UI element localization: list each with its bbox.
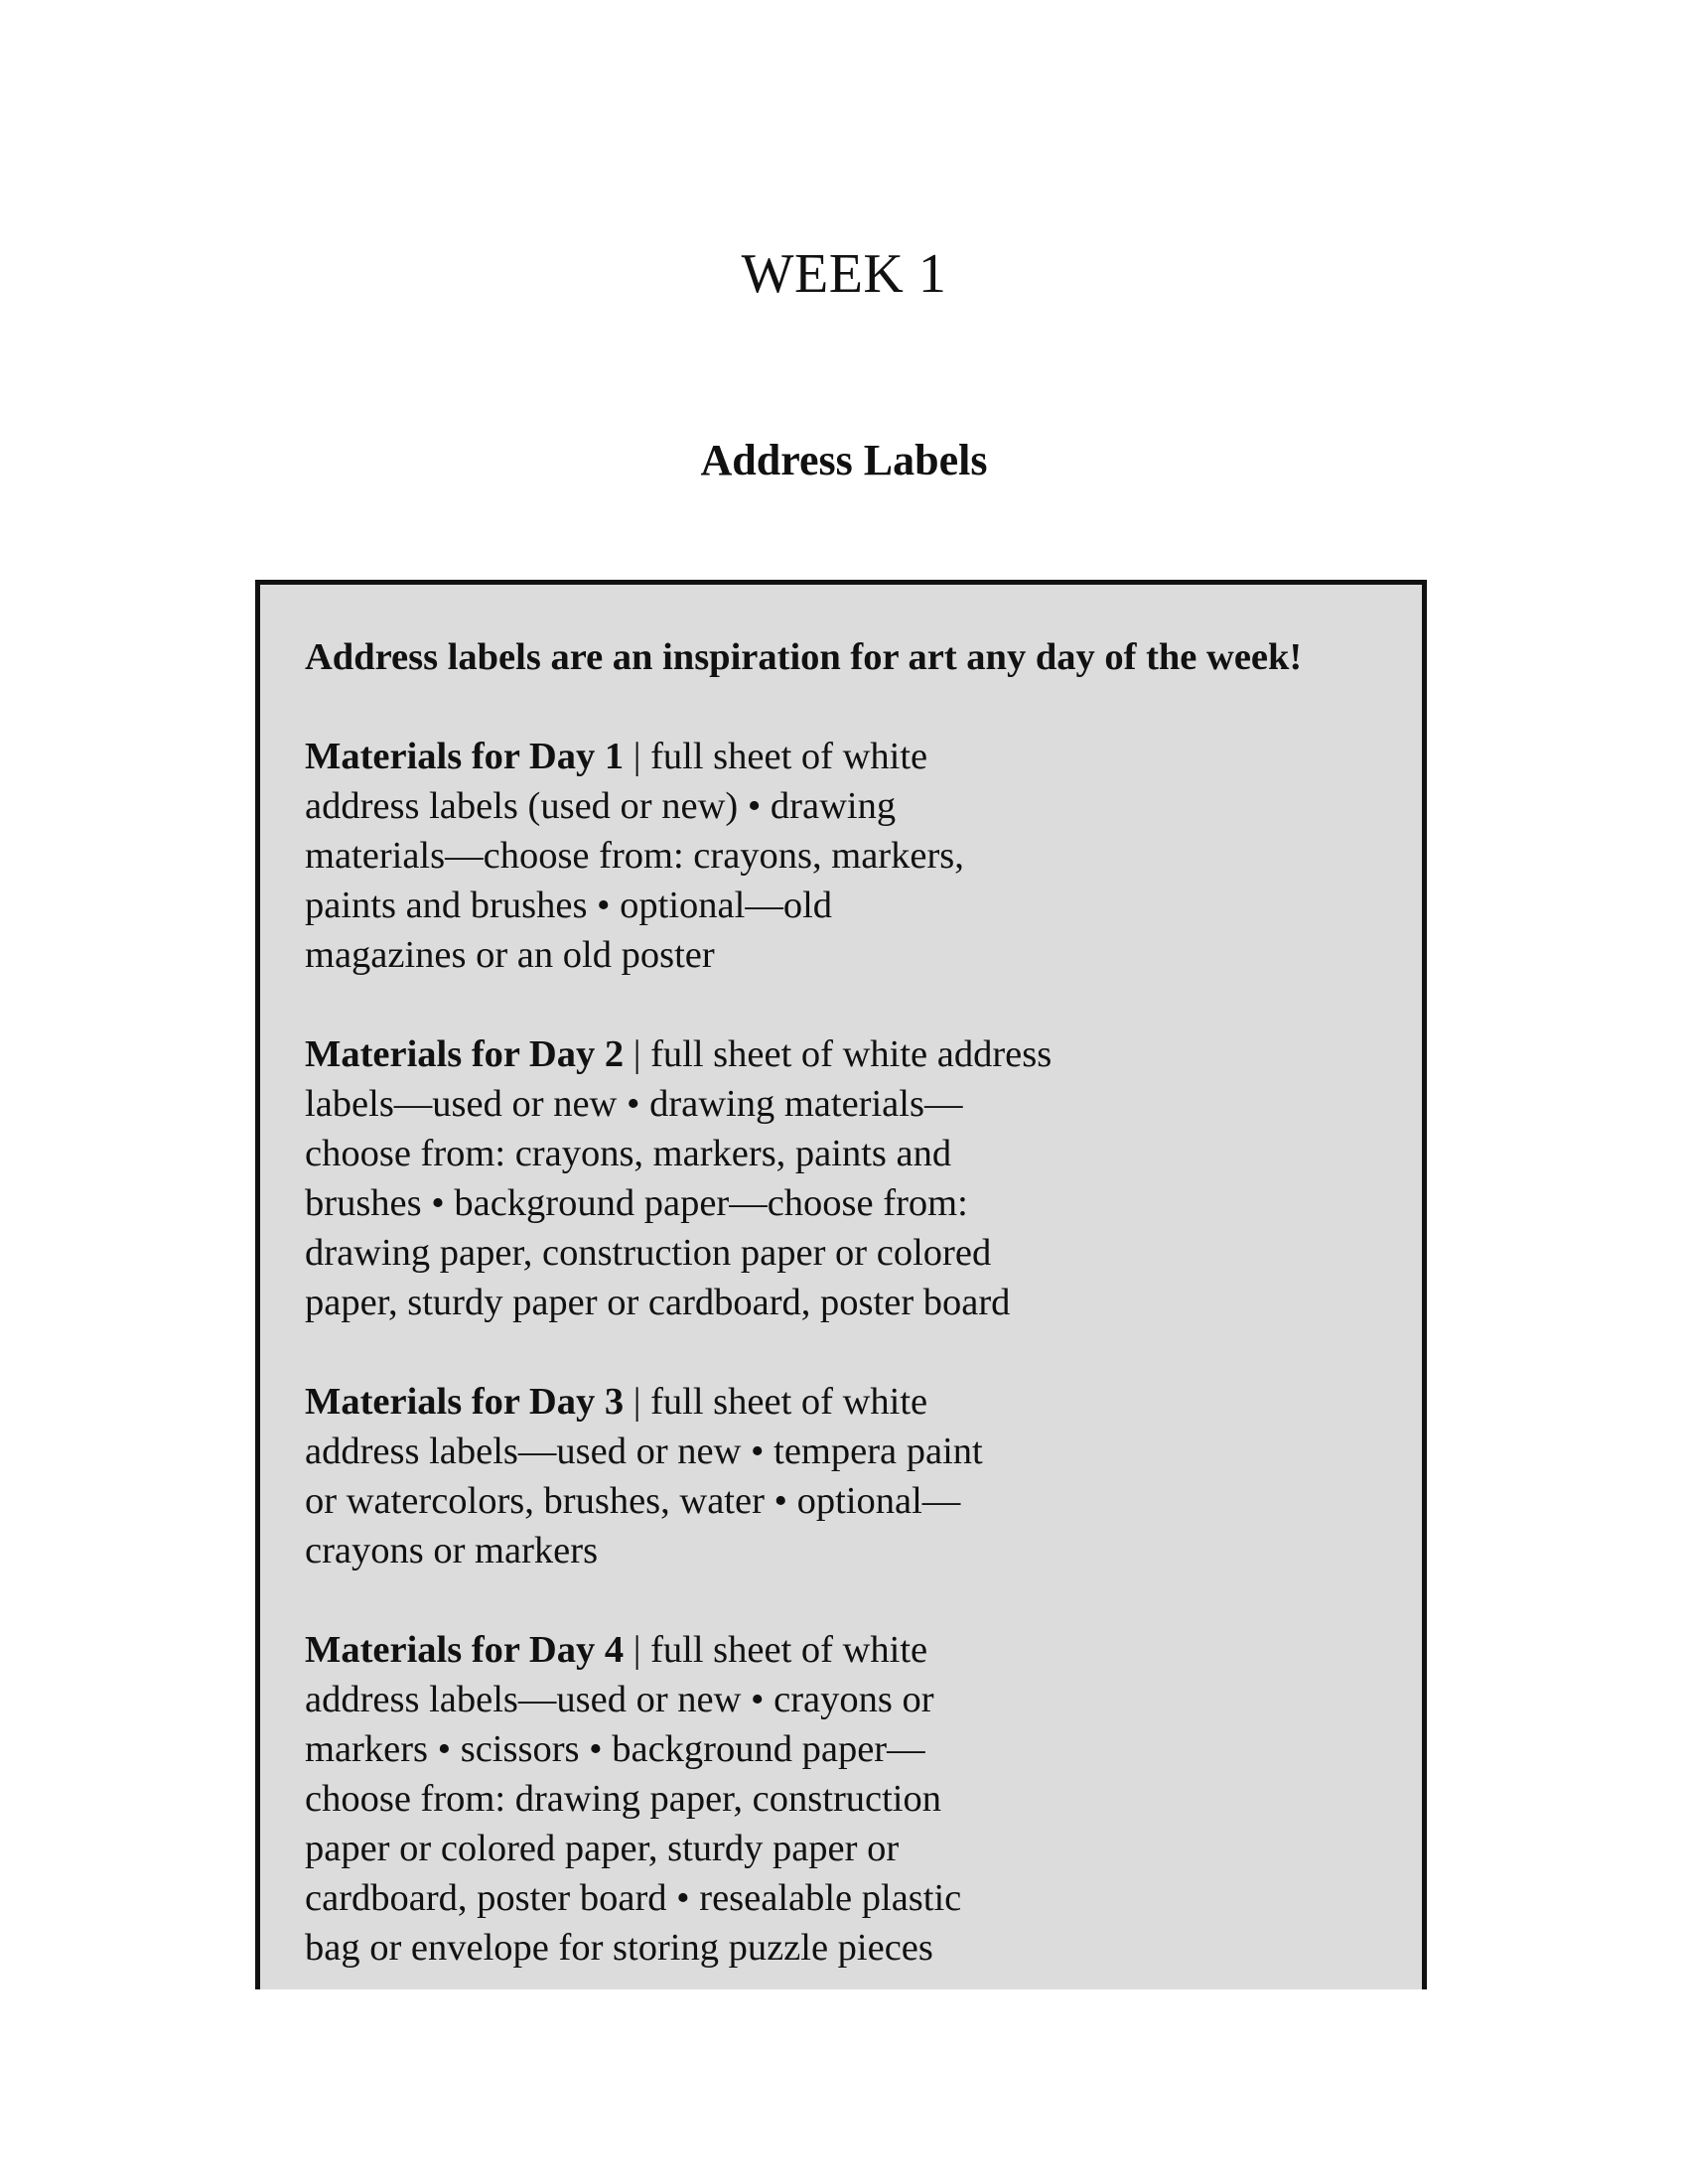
day-4-line-4: choose from: drawing paper, construction — [305, 1778, 942, 1820]
day-2-line-4: brushes • background paper—choose from: — [305, 1182, 968, 1224]
day-3-materials — [305, 1377, 1387, 1575]
day-1-line-2: address labels (used or new) • drawing — [305, 785, 897, 827]
day-2-line-2: labels—used or new • drawing materials— — [305, 1083, 963, 1125]
week-title: WEEK 1 — [741, 243, 947, 305]
day-3-heading: Materials for Day 3 — [305, 1381, 625, 1423]
day-1-line-3: materials—choose from: crayons, markers, — [305, 835, 964, 877]
materials-box-content — [305, 632, 1387, 1973]
day-2-materials — [305, 1029, 1387, 1327]
day-1-line-4: paints and brushes • optional—old — [305, 885, 833, 926]
box-intro: Address labels are an inspiration for art any day of the week! — [305, 636, 1303, 678]
day-2-line-6: paper, sturdy paper or cardboard, poster board — [305, 1282, 1011, 1323]
day-4-first-line — [305, 1625, 1387, 1675]
day-2-first-line — [305, 1029, 1387, 1079]
day-4-line-7: bag or envelope for storing puzzle pieces — [305, 1927, 933, 1969]
day-1-line-1: | full sheet of white — [624, 736, 928, 777]
day-3-line-2: address labels—used or new • tempera paint — [305, 1431, 983, 1472]
day-4-materials — [305, 1625, 1387, 1973]
day-2-line-3: choose from: crayons, markers, paints and — [305, 1133, 952, 1174]
day-2-line-1: | full sheet of white address — [624, 1033, 1053, 1075]
materials-box — [255, 580, 1427, 1989]
day-2-heading: Materials for Day 2 — [305, 1033, 625, 1075]
day-1-materials — [305, 732, 1387, 980]
day-1-line-5: magazines or an old poster — [305, 934, 715, 976]
day-3-line-4: crayons or markers — [305, 1530, 599, 1571]
day-3-first-line — [305, 1377, 1387, 1427]
day-4-line-5: paper or colored paper, sturdy paper or — [305, 1828, 900, 1869]
day-3-line-1: | full sheet of white — [624, 1381, 928, 1423]
day-1-heading: Materials for Day 1 — [305, 736, 625, 777]
day-4-line-2: address labels—used or new • crayons or — [305, 1679, 934, 1720]
day-4-line-1: | full sheet of white — [624, 1629, 928, 1671]
day-4-heading: Materials for Day 4 — [305, 1629, 625, 1671]
section-title: Address Labels — [700, 436, 988, 484]
day-4-line-6: cardboard, poster board • resealable plastic — [305, 1877, 962, 1919]
day-1-first-line — [305, 732, 1387, 781]
day-3-line-3: or watercolors, brushes, water • optional— — [305, 1480, 961, 1522]
day-4-line-3: markers • scissors • background paper— — [305, 1728, 925, 1770]
day-2-line-5: drawing paper, construction paper or colored — [305, 1232, 992, 1274]
